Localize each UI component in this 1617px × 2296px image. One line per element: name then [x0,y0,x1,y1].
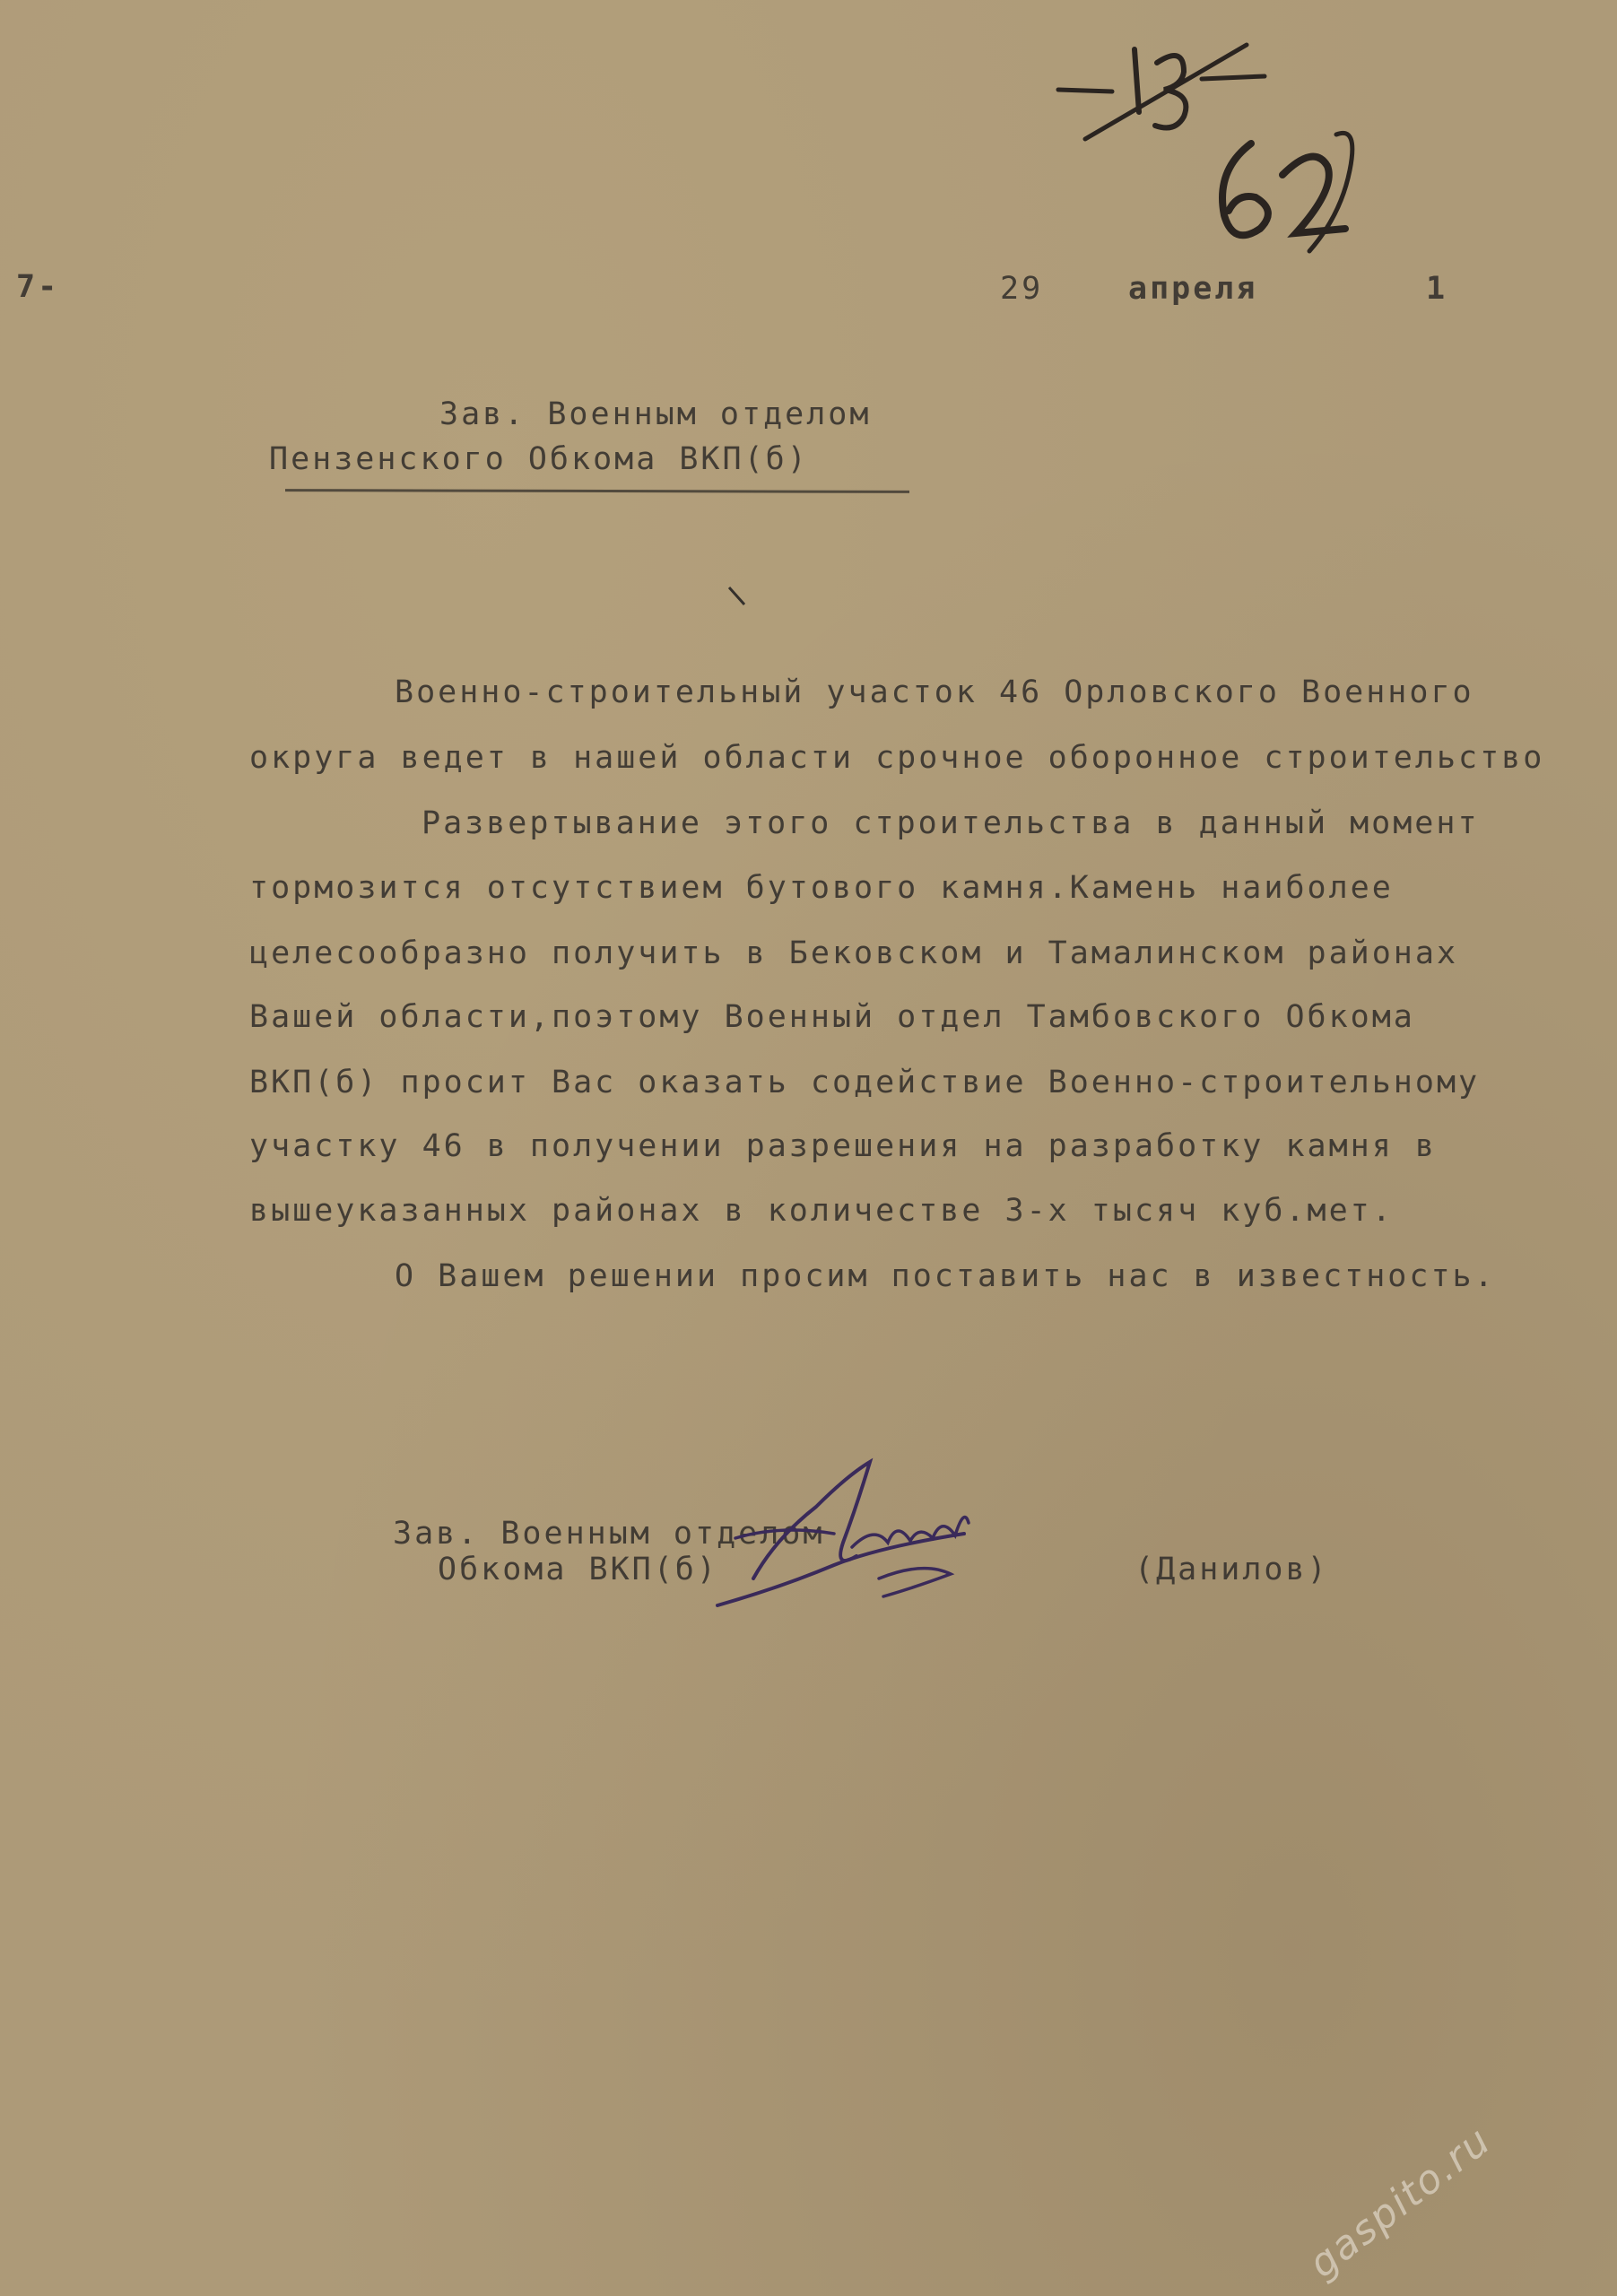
handwritten-page-number [1202,117,1381,260]
body-line-8: участку 46 в получении разрешения на разработку камня в [249,1128,1437,1164]
body-line-7: ВКП(б) просит Вас оказать содействие Военно-строительному [249,1065,1481,1100]
handwritten-signature [700,1453,987,1623]
stray-mark [725,583,752,610]
date-day: 29 [1000,271,1044,307]
body-line-10: О Вашем решении просим поставить нас в известность. [395,1258,1496,1294]
margin-number: 7- [16,269,60,305]
signatory-name: (Данилов) [1135,1552,1329,1587]
recipient-underline [285,489,909,493]
signature-title-line-1: Зав. Военным отделом [393,1516,825,1552]
recipient-line-1: Зав. Военным отделом [439,396,872,432]
body-line-5: целесообразно получить в Бековском и Тамалинском районах [249,935,1459,971]
date-year: 1 [1426,271,1448,307]
watermark: gaspito.ru [1300,2117,1500,2288]
body-line-9: вышеуказанных районах в количестве 3-х тысяч куб.мет. [249,1193,1394,1229]
body-line-1: Военно-строительный участок 46 Орловского Военного [395,674,1474,710]
date-month: апреля [1128,271,1258,307]
signature-title-line-2: Обкома ВКП(б) [438,1552,718,1587]
recipient-line-2: Пензенского Обкома ВКП(б) [269,441,809,477]
body-line-2: округа ведет в нашей области срочное оборонное строительство [249,740,1545,776]
body-line-6: Вашей области,поэтому Военный отдел Тамбовского Обкома [249,999,1415,1035]
body-line-4: тормозится отсутствием бутового камня.Камень наиболее [249,870,1394,906]
body-line-3: Развертывание этого строительства в данный момент [422,805,1480,841]
